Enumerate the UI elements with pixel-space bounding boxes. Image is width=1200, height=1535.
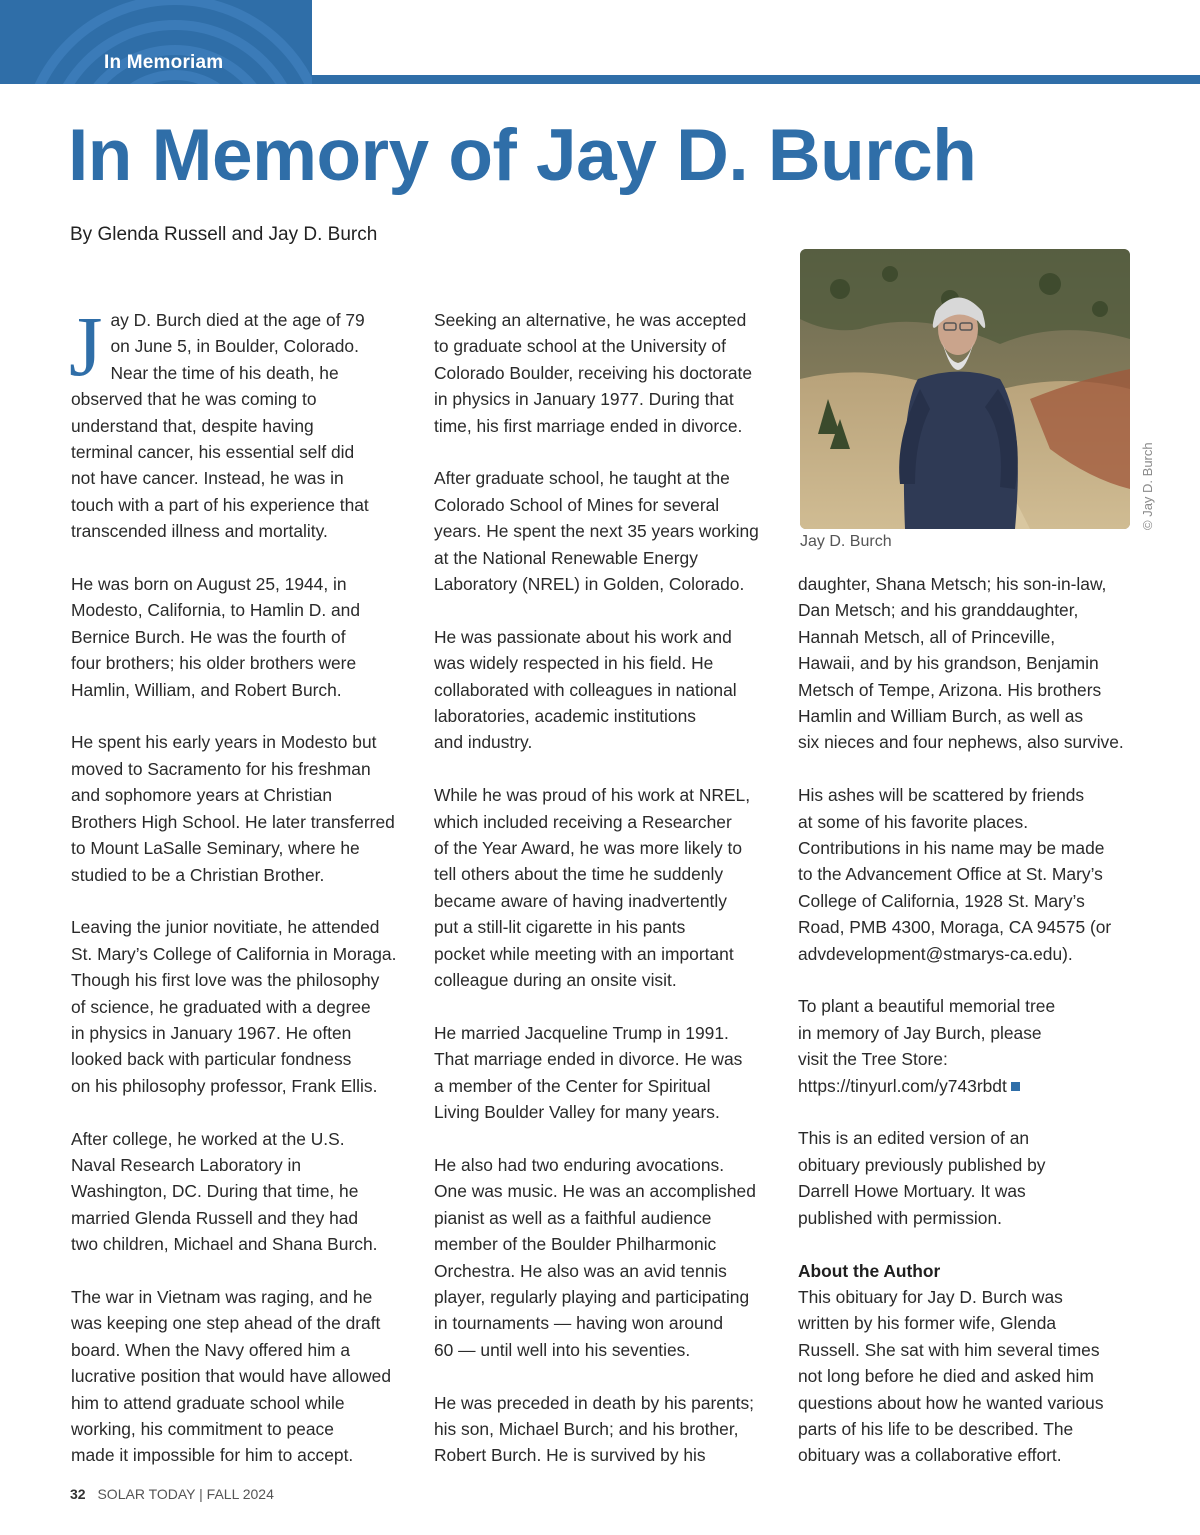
text-line: not long before he died and asked him: [798, 1366, 1094, 1387]
text-line: Hamlin and William Burch, as well as: [798, 706, 1084, 727]
text-line: married Glenda Russell and they had: [71, 1207, 359, 1228]
text-line: six nieces and four nephews, also survive.: [798, 732, 1124, 753]
text-line: Washington, DC. During that time, he: [71, 1181, 359, 1202]
text-line: him to attend graduate school while: [71, 1392, 345, 1413]
text-line: Bernice Burch. He was the fourth of: [71, 626, 346, 647]
text-line: Laboratory (NREL) in Golden, Colorado.: [434, 574, 745, 595]
text-line: written by his former wife, Glenda: [798, 1313, 1057, 1334]
text-line: Robert Burch. He is survived by his: [434, 1445, 706, 1466]
photo-caption: Jay D. Burch: [800, 533, 892, 550]
column-3: [798, 571, 1138, 1469]
text-line: in physics in January 1967. He often: [71, 1022, 352, 1043]
text-line: Hamlin, William, and Robert Burch.: [71, 679, 342, 700]
text-line: to the Advancement Office at St. Mary’s: [798, 864, 1103, 885]
text-line: To plant a beautiful memorial tree: [798, 996, 1056, 1017]
text-line: Brothers High School. He later transferred: [71, 811, 395, 832]
text-line: College of California, 1928 St. Mary’s: [798, 890, 1085, 911]
email-link[interactable]: advdevelopment@stmarys-ca.edu).: [798, 943, 1073, 964]
text-line: a member of the Center for Spiritual: [434, 1075, 711, 1096]
text-line: Colorado School of Mines for several: [434, 494, 720, 515]
text-line: in physics in January 1977. During that: [434, 389, 734, 410]
column-2: [434, 307, 774, 1469]
text-line: 60 — until well into his seventies.: [434, 1339, 691, 1360]
drop-cap: J: [69, 298, 103, 394]
text-line: became aware of having inadvertently: [434, 890, 727, 911]
text-line: Living Boulder Valley for many years.: [434, 1102, 720, 1123]
text-line: visit the Tree Store:: [798, 1049, 948, 1070]
text-line: and industry.: [434, 732, 533, 753]
text-line: lucrative position that would have allowed: [71, 1366, 391, 1387]
text-line: years. He spent the next 35 years working: [434, 521, 759, 542]
paragraph: [71, 914, 411, 1099]
text-line: studied to be a Christian Brother.: [71, 864, 325, 885]
text-line: terminal cancer, his essential self did: [71, 442, 355, 463]
byline: By Glenda Russell and Jay D. Burch: [70, 224, 378, 245]
paragraph: [434, 782, 774, 993]
text-line: He spent his early years in Modesto but: [71, 732, 377, 753]
text-line: pocket while meeting with an important: [434, 943, 734, 964]
section-label: In Memoriam: [104, 52, 224, 73]
text-line: colleague during an onsite visit.: [434, 970, 677, 991]
portrait-photo: [800, 249, 1130, 529]
text-line: Colorado Boulder, receiving his doctorate: [434, 362, 753, 383]
text-line: Russell. She sat with him several times: [798, 1339, 1100, 1360]
text-line: four brothers; his older brothers were: [71, 653, 357, 674]
text-line: Road, PMB 4300, Moraga, CA 94575 (or: [798, 917, 1112, 938]
text-line: was widely respected in his field. He: [434, 653, 714, 674]
text-line: Naval Research Laboratory in: [71, 1154, 302, 1175]
text-line: of science, he graduated with a degree: [71, 996, 371, 1017]
paragraph: [434, 465, 774, 597]
text-line: Contributions in his name may be made: [798, 838, 1105, 859]
paragraph: [798, 1125, 1138, 1231]
page-footer: [70, 1486, 274, 1502]
text-line: transcended illness and mortality.: [71, 521, 328, 542]
text-line: He was preceded in death by his parents;: [434, 1392, 754, 1413]
text-line: Darrell Howe Mortuary. It was: [798, 1181, 1026, 1202]
text-line: at the National Renewable Energy: [434, 547, 698, 568]
text-line: Seeking an alternative, he was accepted: [434, 310, 747, 330]
text-line: Near the time of his death, he: [110, 362, 339, 383]
section-tab: [0, 0, 312, 84]
text-line: ay D. Burch died at the age of 79: [110, 310, 365, 330]
text-line: pianist as well as a faithful audience: [434, 1207, 712, 1228]
text-line: member of the Boulder Philharmonic: [434, 1234, 717, 1255]
paragraph: [798, 782, 1138, 967]
publication-name: SOLAR TODAY: [97, 1486, 196, 1502]
text-line: After college, he worked at the U.S.: [71, 1128, 345, 1149]
tree-store-line: [798, 1073, 1138, 1099]
text-line: observed that he was coming to: [71, 389, 317, 410]
text-line: published with permission.: [798, 1207, 1002, 1228]
article-title: In Memory of Jay D. Burch: [68, 115, 977, 196]
text-line: St. Mary’s College of California in Moraga.: [71, 943, 397, 964]
text-line: understand that, despite having: [71, 415, 314, 436]
text-line: That marriage ended in divorce. He was: [434, 1049, 743, 1070]
paragraph: [434, 1020, 774, 1126]
text-line: Dan Metsch; and his granddaughter,: [798, 600, 1079, 621]
text-line: His ashes will be scattered by friends: [798, 785, 1085, 806]
paragraph: [434, 1390, 774, 1469]
text-line: laboratories, academic institutions: [434, 706, 696, 727]
text-line: questions about how he wanted various: [798, 1392, 1104, 1413]
text-line: Modesto, California, to Hamlin D. and: [71, 600, 361, 621]
text-line: on June 5, in Boulder, Colorado.: [110, 336, 359, 357]
text-line: Hawaii, and by his grandson, Benjamin: [798, 653, 1099, 674]
paragraph: [434, 1152, 774, 1363]
text-line: was keeping one step ahead of the draft: [71, 1313, 381, 1334]
text-line: at some of his favorite places.: [798, 811, 1029, 832]
page-number: 32: [70, 1486, 86, 1502]
text-line: While he was proud of his work at NREL,: [434, 785, 751, 806]
text-line: tell others about the time he suddenly: [434, 864, 724, 885]
text-line: He was passionate about his work and: [434, 626, 732, 647]
paragraph: [71, 729, 411, 887]
text-line: in memory of Jay Burch, please: [798, 1022, 1042, 1043]
text-line: board. When the Navy offered him a: [71, 1339, 351, 1360]
paragraph: [69, 298, 411, 545]
text-line: obituary previously published by: [798, 1154, 1046, 1175]
photo-credit: © Jay D. Burch: [1140, 442, 1155, 530]
about-author: [798, 1258, 1138, 1469]
text-line: obituary was a collaborative effort.: [798, 1445, 1062, 1466]
text-line: Hannah Metsch, all of Princeville,: [798, 626, 1056, 647]
text-line: touch with a part of his experience that: [71, 494, 369, 515]
text-line: on his philosophy professor, Frank Ellis.: [71, 1075, 378, 1096]
text-line: made it impossible for him to accept.: [71, 1445, 354, 1466]
text-line: which included receiving a Researcher: [434, 811, 732, 832]
text-line: to graduate school at the University of: [434, 336, 726, 357]
text-line: not have cancer. Instead, he was in: [71, 468, 344, 489]
text-line: parts of his life to be described. The: [798, 1418, 1074, 1439]
end-mark-icon: [1011, 1082, 1020, 1091]
tree-store-link[interactable]: https://tinyurl.com/y743rbdt: [798, 1075, 1007, 1096]
text-line: two children, Michael and Shana Burch.: [71, 1234, 378, 1255]
text-line: to Mount LaSalle Seminary, where he: [71, 838, 360, 859]
header-rule: [312, 75, 1200, 84]
text-line: time, his first marriage ended in divorce.: [434, 415, 743, 436]
text-line: daughter, Shana Metsch; his son-in-law,: [798, 574, 1107, 594]
text-line: One was music. He was an accomplished: [434, 1181, 756, 1202]
text-line: moved to Sacramento for his freshman: [71, 758, 371, 779]
issue-label: | FALL 2024: [199, 1486, 274, 1502]
text-line: This obituary for Jay D. Burch was: [798, 1286, 1063, 1307]
text-line: He was born on August 25, 1944, in: [71, 574, 347, 595]
column-1: [69, 298, 411, 1469]
paragraph: [71, 1284, 411, 1469]
paragraph: [798, 993, 1138, 1099]
text-line: his son, Michael Burch; and his brother,: [434, 1418, 739, 1439]
text-line: This is an edited version of an: [798, 1128, 1030, 1149]
text-line: Metsch of Tempe, Arizona. His brothers: [798, 679, 1102, 700]
portrait-illustration: [800, 249, 1130, 529]
text-line: working, his commitment to peace: [71, 1418, 334, 1439]
text-line: put a still-lit cigarette in his pants: [434, 917, 686, 938]
paragraph: [71, 571, 411, 703]
text-line: Though his first love was the philosophy: [71, 970, 380, 991]
text-line: and sophomore years at Christian: [71, 785, 332, 806]
text-line: Orchestra. He also was an avid tennis: [434, 1260, 727, 1281]
about-author-heading: About the Author: [798, 1260, 941, 1281]
paragraph: [434, 307, 774, 439]
text-line: looked back with particular fondness: [71, 1049, 352, 1070]
paragraph: [798, 571, 1138, 756]
text-line: Leaving the junior novitiate, he attended: [71, 917, 380, 938]
text-line: He married Jacqueline Trump in 1991.: [434, 1022, 729, 1043]
text-line: in tournaments — having won around: [434, 1313, 724, 1334]
text-line: of the Year Award, he was more likely to: [434, 838, 743, 859]
paragraph: [434, 624, 774, 756]
text-line: player, regularly playing and participating: [434, 1286, 750, 1307]
text-line: He also had two enduring avocations.: [434, 1154, 725, 1175]
text-line: After graduate school, he taught at the: [434, 468, 730, 489]
text-line: The war in Vietnam was raging, and he: [71, 1286, 373, 1307]
text-line: collaborated with colleagues in national: [434, 679, 737, 700]
paragraph: [71, 1126, 411, 1258]
